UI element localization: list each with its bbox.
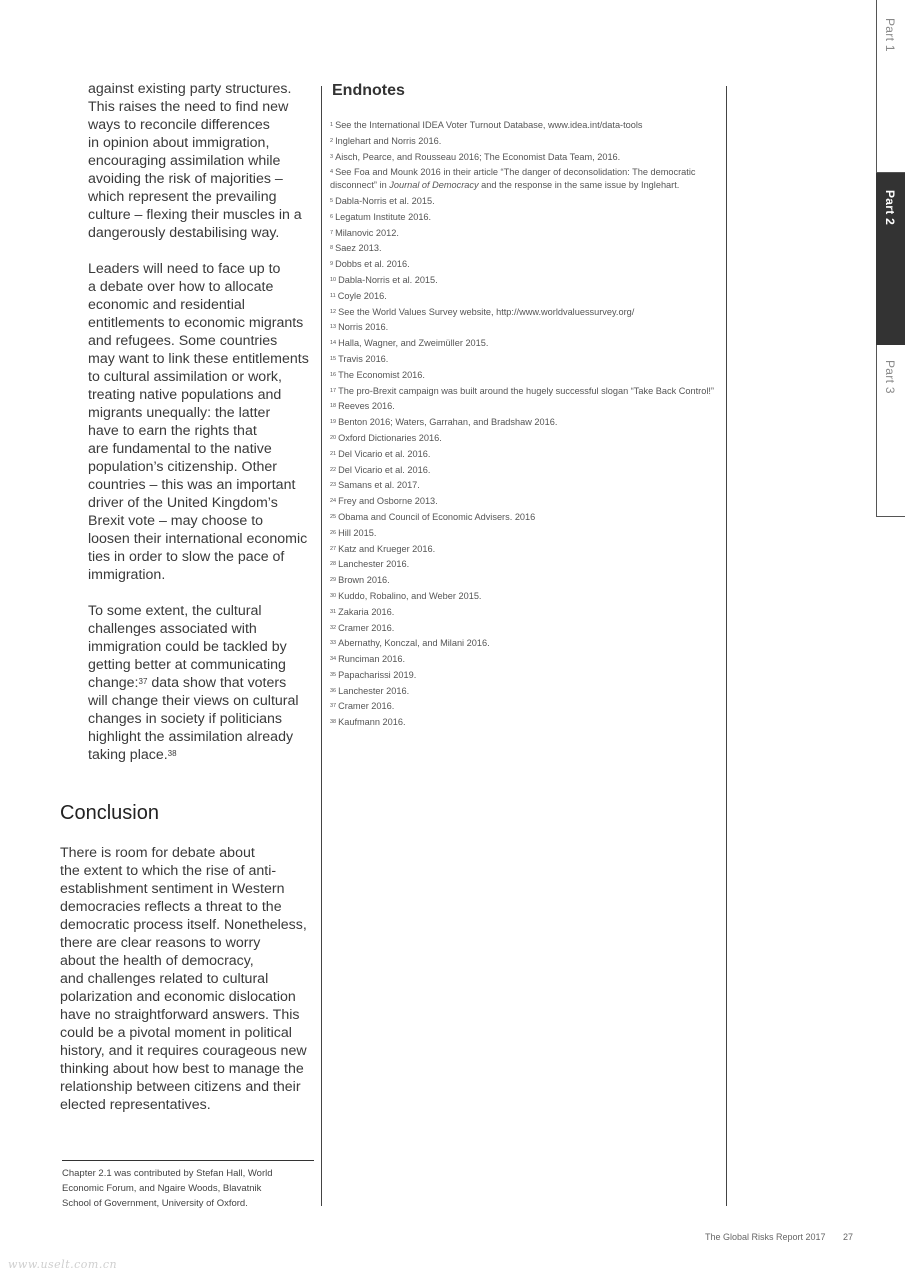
endnote-text: Abernathy, Konczal, and Milani 2016.: [338, 638, 490, 649]
conclusion-heading: Conclusion: [60, 802, 159, 824]
endnote-number: 26: [330, 529, 337, 536]
endnote-item: [330, 274, 722, 287]
endnote-text: Dobbs et al. 2016.: [335, 259, 410, 270]
endnote-number: 25: [330, 513, 337, 520]
endnote-item: [330, 432, 722, 445]
endnote-item: [330, 606, 722, 619]
endnote-number: 5: [330, 197, 334, 204]
endnote-number: 17: [330, 387, 337, 394]
endnote-text: Del Vicario et al. 2016.: [338, 464, 431, 475]
endnote-number: 3: [330, 153, 334, 160]
endnote-number: 37: [330, 703, 337, 710]
endnote-text: Zakaria 2016.: [338, 606, 395, 617]
endnote-item: [330, 290, 722, 303]
endnote-item: [330, 700, 722, 713]
endnote-text: The Economist 2016.: [338, 369, 425, 380]
endnote-item: [330, 669, 722, 682]
endnote-text: Frey and Osborne 2013.: [338, 496, 438, 507]
endnote-number: 32: [330, 624, 337, 631]
endnote-text: Dabla-Norris et al. 2015.: [338, 274, 438, 285]
contributor-note: Chapter 2.1 was contributed by Stefan Hall, World Economic Forum, and Ngaire Woods, Blavatnik School of Government, University of Oxford.: [62, 1168, 273, 1209]
endnote-number: 29: [330, 577, 337, 584]
endnote-number: 8: [330, 245, 334, 252]
endnote-text: See Foa and Mounk 2016 in their article “The danger of deconsolidation: The democratic disconnect” in: [330, 167, 696, 191]
endnote-number: 27: [330, 545, 337, 552]
endnote-number: 7: [330, 229, 334, 236]
endnote-text: Obama and Council of Economic Advisers. 2016: [338, 511, 536, 522]
endnote-item: [330, 590, 722, 603]
endnote-number: 10: [330, 276, 337, 283]
column-divider-right: [726, 86, 727, 1206]
endnote-item: [330, 400, 722, 413]
endnote-text: Samans et al. 2017.: [338, 480, 420, 491]
body-paragraph-2: Leaders will need to face up to a debate over how to allocate economic and residential entitlements to economic migrants and refugees. Some countries may want to link these entitlements to cultural assimilation or work, treating native populations and migrants unequally: the latter have to earn the rights that are fundamental to the native population’s citizenship. Other countries – this was an important driver of the United Kingdom’s Brexit vote – may choose to loosen their international economic ties in order to slow the pace of immigration.: [88, 261, 309, 583]
body-paragraph-1: against existing party structures. This raises the need to find new ways to reconcile differences in opinion about immigration, encouraging assimilation while avoiding the risk of majorities – which represent the prevailing culture – flexing their muscles in a dangerously destabilising way.: [88, 81, 302, 241]
endnote-text: Papacharissi 2019.: [338, 669, 417, 680]
endnote-text: Dabla-Norris et al. 2015.: [335, 195, 435, 206]
endnote-item: [330, 543, 722, 556]
endnote-text: Travis 2016.: [338, 353, 389, 364]
endnote-number: 12: [330, 308, 337, 315]
endnote-item: [330, 716, 722, 729]
endnote-number: 1: [330, 122, 334, 128]
endnote-item: [330, 511, 722, 524]
endnote-text: Cramer 2016.: [338, 622, 395, 633]
endnote-number: 24: [330, 498, 337, 505]
column-divider-left: [321, 86, 322, 1206]
footer-report-title: The Global Risks Report 2017: [705, 1232, 826, 1242]
endnote-text: Milanovic 2012.: [335, 227, 399, 238]
endnote-item: [330, 135, 722, 148]
endnote-number: 28: [330, 561, 337, 568]
endnote-number: 2: [330, 137, 334, 144]
endnote-item: [330, 448, 722, 461]
endnote-number: 13: [330, 324, 337, 331]
tab-rail-end: [876, 516, 905, 517]
endnote-text: Reeves 2016.: [338, 401, 395, 412]
endnote-number: 21: [330, 450, 337, 457]
endnote-number: 9: [330, 261, 334, 268]
body-paragraph-3: [88, 602, 318, 764]
footnote-rule: [62, 1160, 314, 1161]
endnote-number: 6: [330, 213, 334, 220]
endnote-number: 36: [330, 687, 337, 694]
endnote-number: 23: [330, 482, 337, 489]
endnote-text: Coyle 2016.: [337, 290, 387, 301]
endnote-item: [330, 166, 722, 192]
endnote-number: 16: [330, 371, 337, 378]
endnote-number: 30: [330, 592, 337, 599]
endnote-text: and the response in the same issue by Inglehart.: [478, 180, 680, 191]
endnote-number: 38: [330, 719, 337, 726]
endnote-number: 15: [330, 355, 337, 362]
endnote-text: Cramer 2016.: [338, 701, 395, 712]
endnote-item: [330, 151, 722, 164]
endnotes-heading: Endnotes: [332, 82, 405, 99]
endnote-item: [330, 653, 722, 666]
endnote-item: [330, 495, 722, 508]
endnote-number: 4: [330, 169, 334, 176]
conclusion-paragraph: There is room for debate about the extent to which the rise of anti- establishment sentiment in Western democracies reflects a threat to the democratic process itself. Nonetheless, there are clear reasons to worry about the health of democracy, and challenges related to cultural polarization and economic dislocation have no straightforward answers. This could be a pivotal moment in political history, and it requires courageous new thinking about how best to manage the relationship between citizens and their elected representatives.: [60, 845, 307, 1113]
endnote-text: Saez 2013.: [335, 243, 382, 254]
endnote-text: Katz and Krueger 2016.: [338, 543, 436, 554]
endnote-text: The pro-Brexit campaign was built around the hugely successful slogan “Take Back Control!”: [338, 385, 714, 396]
endnotes-list: [330, 119, 722, 732]
endnote-number: 18: [330, 403, 337, 410]
page-number: 27: [843, 1232, 854, 1242]
tab-part-3[interactable]: Part 3: [883, 360, 897, 394]
endnote-item: [330, 321, 722, 334]
endnote-item: [330, 227, 722, 240]
endnote-text: Hill 2015.: [338, 527, 377, 538]
endnote-item: [330, 622, 722, 635]
endnote-item: [330, 369, 722, 382]
tab-part-1[interactable]: Part 1: [883, 18, 897, 52]
endnote-text: Kuddo, Robalino, and Weber 2015.: [338, 590, 482, 601]
endnote-item: [330, 527, 722, 540]
endnote-item: [330, 637, 722, 650]
endnote-text: Oxford Dictionaries 2016.: [338, 432, 442, 443]
endnote-number: 19: [330, 419, 337, 426]
main-text-column: [60, 80, 318, 1114]
endnote-text: Kaufmann 2016.: [338, 717, 406, 728]
endnote-text: Halla, Wagner, and Zweimüller 2015.: [338, 338, 489, 349]
endnote-text: Runciman 2016.: [338, 654, 406, 665]
endnote-number: 33: [330, 640, 337, 647]
endnote-text: Lanchester 2016.: [338, 685, 410, 696]
endnote-number: 31: [330, 608, 337, 615]
endnote-ref-38[interactable]: 38: [167, 749, 177, 758]
tab-part-2-label[interactable]: Part 2: [883, 190, 897, 226]
endnote-number: 11: [330, 292, 336, 299]
watermark: www.uselt.com.cn: [8, 1258, 118, 1271]
endnote-text: Legatum Institute 2016.: [335, 211, 432, 222]
endnote-item: [330, 464, 722, 477]
endnote-item: [330, 385, 722, 398]
endnote-item: [330, 337, 722, 350]
endnote-text: Lanchester 2016.: [338, 559, 410, 570]
endnote-text: Aisch, Pearce, and Rousseau 2016; The Economist Data Team, 2016.: [335, 151, 621, 162]
endnote-text: Benton 2016; Waters, Garrahan, and Bradshaw 2016.: [338, 417, 558, 428]
endnote-item: [330, 558, 722, 571]
body-paragraph-3-part-b: data show that voters will change their views on cultural changes in society if politicians highlight the assimilation already taking place.: [88, 675, 299, 763]
endnote-item: [330, 306, 722, 319]
endnote-item: [330, 119, 722, 132]
body-paragraph-3-part-a: To some extent, the cultural challenges associated with immigration could be tackled by getting better at communicating change:: [88, 603, 287, 691]
endnote-number: 35: [330, 671, 337, 678]
endnote-item: [330, 211, 722, 224]
endnote-number: 22: [330, 466, 337, 473]
endnote-item: [330, 242, 722, 255]
endnote-item: [330, 416, 722, 429]
endnote-number: 34: [330, 656, 337, 663]
endnote-item: [330, 479, 722, 492]
endnote-text: Inglehart and Norris 2016.: [335, 135, 442, 146]
endnote-text: Del Vicario et al. 2016.: [338, 448, 431, 459]
endnote-text: See the World Values Survey website, http://www.worldvaluessurvey.org/: [338, 306, 635, 317]
endnote-item: [330, 258, 722, 271]
endnote-item: [330, 574, 722, 587]
endnote-item: [330, 353, 722, 366]
endnote-text: See the International IDEA Voter Turnout Database, www.idea.int/data-tools: [335, 120, 643, 130]
endnote-number: 20: [330, 434, 337, 441]
endnote-ref-37[interactable]: 37: [138, 677, 148, 686]
endnote-text: Norris 2016.: [338, 322, 389, 333]
endnote-item: [330, 195, 722, 208]
endnote-journal-title: Journal of Democracy: [389, 180, 479, 191]
endnote-item: [330, 685, 722, 698]
endnote-text: Brown 2016.: [338, 575, 390, 586]
endnote-number: 14: [330, 340, 337, 347]
